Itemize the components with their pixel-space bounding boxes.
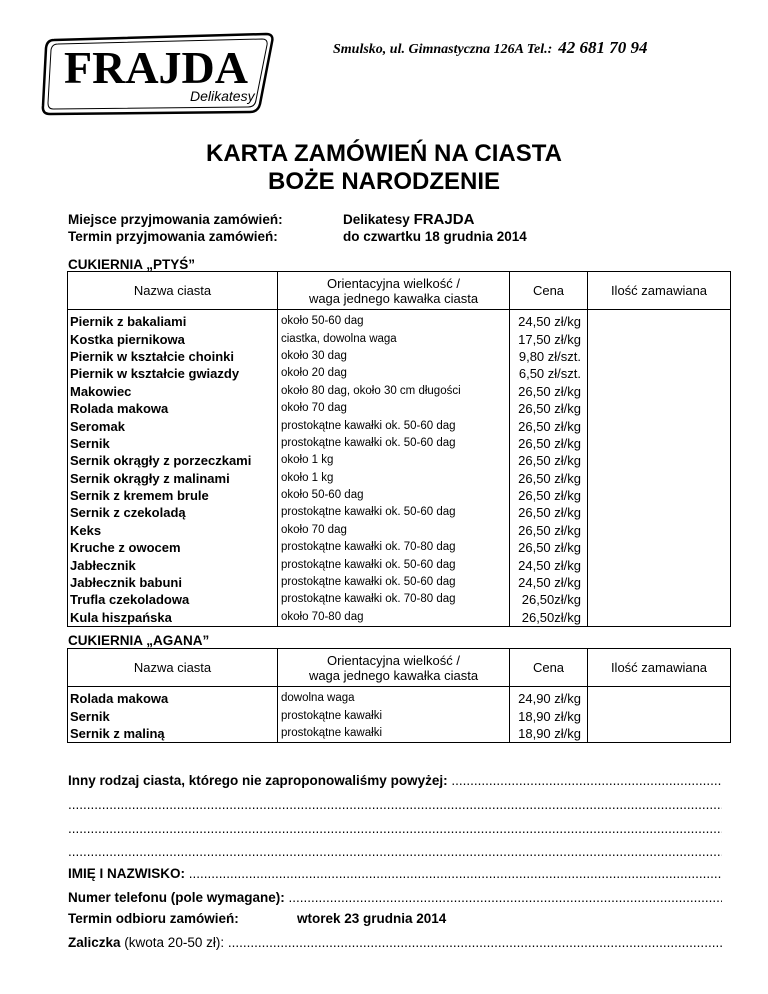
- section-title-ptys: CUKIERNIA „PTYŚ”: [68, 257, 196, 272]
- cake-price: 9,80 zł/szt.: [510, 348, 588, 365]
- cake-size: prostokątne kawałki ok. 50-60 dag: [278, 417, 510, 434]
- logo-sub-text: Delikatesy: [190, 88, 255, 104]
- table-row: [68, 487, 731, 504]
- table-row: [68, 725, 731, 743]
- col-header-price: Cena: [510, 272, 588, 310]
- cake-price: 26,50 zł/kg: [510, 452, 588, 469]
- cake-size: prostokątne kawałki ok. 70-80 dag: [278, 591, 510, 608]
- page-subtitle: BOŻE NARODZENIE: [267, 168, 500, 195]
- table-row: [68, 609, 731, 627]
- col-header-name: Nazwa ciasta: [68, 649, 278, 687]
- quantity-cell[interactable]: [588, 330, 731, 347]
- cake-size: prostokątne kawałki ok. 50-60 dag: [278, 556, 510, 573]
- cake-name: Kruche z owocem: [68, 539, 278, 556]
- quantity-cell[interactable]: [588, 522, 731, 539]
- other-cake-field[interactable]: [68, 773, 722, 788]
- table-row: [68, 539, 731, 556]
- table-row: [68, 435, 731, 452]
- cake-price: 17,50 zł/kg: [510, 330, 588, 347]
- table-row: [68, 348, 731, 365]
- cake-size: ciastka, dowolna waga: [278, 330, 510, 347]
- page-title: KARTA ZAMÓWIEŃ NA CIASTA: [206, 140, 562, 167]
- quantity-cell[interactable]: [588, 435, 731, 452]
- table-row: [68, 330, 731, 347]
- deposit-field[interactable]: [68, 935, 722, 950]
- place-value: Delikatesy FRAJDA: [343, 211, 475, 228]
- place-label: Miejsce przyjmowania zamówień:: [68, 212, 283, 227]
- cake-price: 6,50 zł/szt.: [510, 365, 588, 382]
- cake-name: Sernik z maliną: [68, 725, 278, 743]
- cake-name: Sernik z czekoladą: [68, 504, 278, 521]
- table-row: [68, 365, 731, 382]
- cake-price: 26,50zł/kg: [510, 609, 588, 627]
- ptys-rows: [68, 310, 731, 627]
- cake-name: Sernik okrągły z porzeczkami: [68, 452, 278, 469]
- quantity-cell[interactable]: [588, 310, 731, 331]
- cake-name: Piernik w kształcie choinki: [68, 348, 278, 365]
- table-row: [68, 687, 731, 708]
- quantity-cell[interactable]: [588, 452, 731, 469]
- cake-size: około 80 dag, około 30 cm długości: [278, 383, 510, 400]
- cake-price: 26,50 zł/kg: [510, 522, 588, 539]
- phone-field[interactable]: [68, 890, 722, 905]
- agana-price-table: [67, 648, 731, 743]
- cake-name: Seromak: [68, 417, 278, 434]
- other-cake-label: Inny rodzaj ciasta, którego nie zaproponowaliśmy powyżej: .....: [68, 773, 722, 788]
- address-text: Smulsko, ul. Gimnastyczna 126A Tel.:: [333, 42, 553, 57]
- cake-size: prostokątne kawałki ok. 50-60 dag: [278, 574, 510, 591]
- pickup-date: [68, 911, 722, 926]
- cake-name: Makowiec: [68, 383, 278, 400]
- cake-price: 26,50 zł/kg: [510, 504, 588, 521]
- quantity-cell[interactable]: [588, 348, 731, 365]
- cake-price: 18,90 zł/kg: [510, 725, 588, 743]
- table-row: [68, 383, 731, 400]
- cake-name: Jabłecznik: [68, 556, 278, 573]
- phone-number: 42 681 70 94: [558, 38, 648, 57]
- quantity-cell[interactable]: [588, 539, 731, 556]
- cake-name: Rolada makowa: [68, 400, 278, 417]
- cake-price: 26,50 zł/kg: [510, 400, 588, 417]
- cake-price: 26,50 zł/kg: [510, 487, 588, 504]
- quantity-cell[interactable]: [588, 417, 731, 434]
- deposit-note: (kwota 20-50 zł): .....: [124, 935, 722, 950]
- table-row: [68, 707, 731, 724]
- quantity-cell[interactable]: [588, 609, 731, 627]
- cake-name: Piernik w kształcie gwiazdy: [68, 365, 278, 382]
- cake-price: 24,90 zł/kg: [510, 687, 588, 708]
- table-row: [68, 400, 731, 417]
- table-row: [68, 310, 731, 331]
- cake-name: Jabłecznik babuni: [68, 574, 278, 591]
- cake-price: 26,50 zł/kg: [510, 383, 588, 400]
- other-cake-line-4[interactable]: [68, 844, 722, 859]
- table-row: [68, 452, 731, 469]
- cake-size: około 50-60 dag: [278, 487, 510, 504]
- quantity-cell[interactable]: [588, 556, 731, 573]
- frajda-logo: [40, 30, 276, 116]
- quantity-cell[interactable]: [588, 365, 731, 382]
- name-label: IMIĘ I NAZWISKO: .....: [68, 866, 722, 881]
- cake-price: 18,90 zł/kg: [510, 707, 588, 724]
- quantity-cell[interactable]: [588, 504, 731, 521]
- quantity-cell[interactable]: [588, 400, 731, 417]
- cake-price: 26,50 zł/kg: [510, 417, 588, 434]
- ptys-price-table: [67, 271, 731, 627]
- cake-name: Trufla czekoladowa: [68, 591, 278, 608]
- cake-price: 26,50 zł/kg: [510, 470, 588, 487]
- cake-size: około 70 dag: [278, 522, 510, 539]
- cake-price: 24,50 zł/kg: [510, 310, 588, 331]
- other-cake-line-3[interactable]: [68, 821, 722, 836]
- quantity-cell[interactable]: [588, 591, 731, 608]
- cake-price: 26,50 zł/kg: [510, 435, 588, 452]
- info-values: [343, 211, 527, 245]
- quantity-cell[interactable]: [588, 383, 731, 400]
- cake-name: Kula hiszpańska: [68, 609, 278, 627]
- name-field[interactable]: [68, 866, 722, 881]
- cake-size: prostokątne kawałki: [278, 707, 510, 724]
- pickup-label: Termin odbioru zamówień:: [68, 911, 239, 926]
- col-header-qty: Ilość zamawiana: [588, 272, 731, 310]
- phone-label: Numer telefonu (pole wymagane): .....: [68, 890, 722, 905]
- deadline-value: do czwartku 18 grudnia 2014: [343, 229, 527, 244]
- agana-rows: [68, 687, 731, 743]
- cake-size: prostokątne kawałki ok. 70-80 dag: [278, 539, 510, 556]
- cake-name: Kostka piernikowa: [68, 330, 278, 347]
- cake-size: około 50-60 dag: [278, 310, 510, 331]
- cake-name: Sernik okrągły z malinami: [68, 470, 278, 487]
- place-name: FRAJDA: [413, 211, 475, 228]
- pickup-value: wtorek 23 grudnia 2014: [297, 911, 447, 926]
- col-header-name: Nazwa ciasta: [68, 272, 278, 310]
- col-header-price: Cena: [510, 649, 588, 687]
- quantity-cell[interactable]: [588, 470, 731, 487]
- quantity-cell[interactable]: [588, 725, 731, 743]
- deposit-label: Zaliczka: [68, 935, 121, 950]
- cake-size: około 1 kg: [278, 470, 510, 487]
- table-row: [68, 470, 731, 487]
- table-row: [68, 417, 731, 434]
- other-cake-line-2[interactable]: [68, 797, 722, 812]
- cake-price: 26,50 zł/kg: [510, 539, 588, 556]
- quantity-cell[interactable]: [588, 574, 731, 591]
- cake-size: około 20 dag: [278, 365, 510, 382]
- deadline-label: Termin przyjmowania zamówień:: [68, 229, 278, 244]
- table-row: [68, 591, 731, 608]
- section-title-agana: CUKIERNIA „AGANA”: [68, 633, 210, 648]
- cake-price: 24,50 zł/kg: [510, 556, 588, 573]
- cake-name: Sernik: [68, 707, 278, 724]
- table-row: [68, 556, 731, 573]
- cake-size: prostokątne kawałki ok. 50-60 dag: [278, 435, 510, 452]
- cake-size: około 30 dag: [278, 348, 510, 365]
- cake-size: około 1 kg: [278, 452, 510, 469]
- cake-price: 26,50zł/kg: [510, 591, 588, 608]
- cake-size: około 70-80 dag: [278, 609, 510, 627]
- info-labels: [68, 211, 283, 245]
- cake-size: dowolna waga: [278, 687, 510, 708]
- quantity-cell[interactable]: [588, 487, 731, 504]
- cake-size: około 70 dag: [278, 400, 510, 417]
- table-row: [68, 504, 731, 521]
- cake-name: Sernik z kremem brule: [68, 487, 278, 504]
- col-header-size: Orientacyjna wielkość / waga jednego kawałka ciasta: [278, 272, 510, 310]
- contact-line: [333, 38, 648, 58]
- table-row: [68, 522, 731, 539]
- cake-name: Piernik z bakaliami: [68, 310, 278, 331]
- cake-name: Rolada makowa: [68, 687, 278, 708]
- quantity-cell[interactable]: [588, 707, 731, 724]
- cake-name: Keks: [68, 522, 278, 539]
- quantity-cell[interactable]: [588, 687, 731, 708]
- col-header-qty: Ilość zamawiana: [588, 649, 731, 687]
- cake-price: 24,50 zł/kg: [510, 574, 588, 591]
- logo-main-text: FRAJDA: [64, 42, 248, 93]
- cake-name: Sernik: [68, 435, 278, 452]
- cake-size: prostokątne kawałki ok. 50-60 dag: [278, 504, 510, 521]
- cake-size: prostokątne kawałki: [278, 725, 510, 743]
- table-row: [68, 574, 731, 591]
- col-header-size: Orientacyjna wielkość / waga jednego kawałka ciasta: [278, 649, 510, 687]
